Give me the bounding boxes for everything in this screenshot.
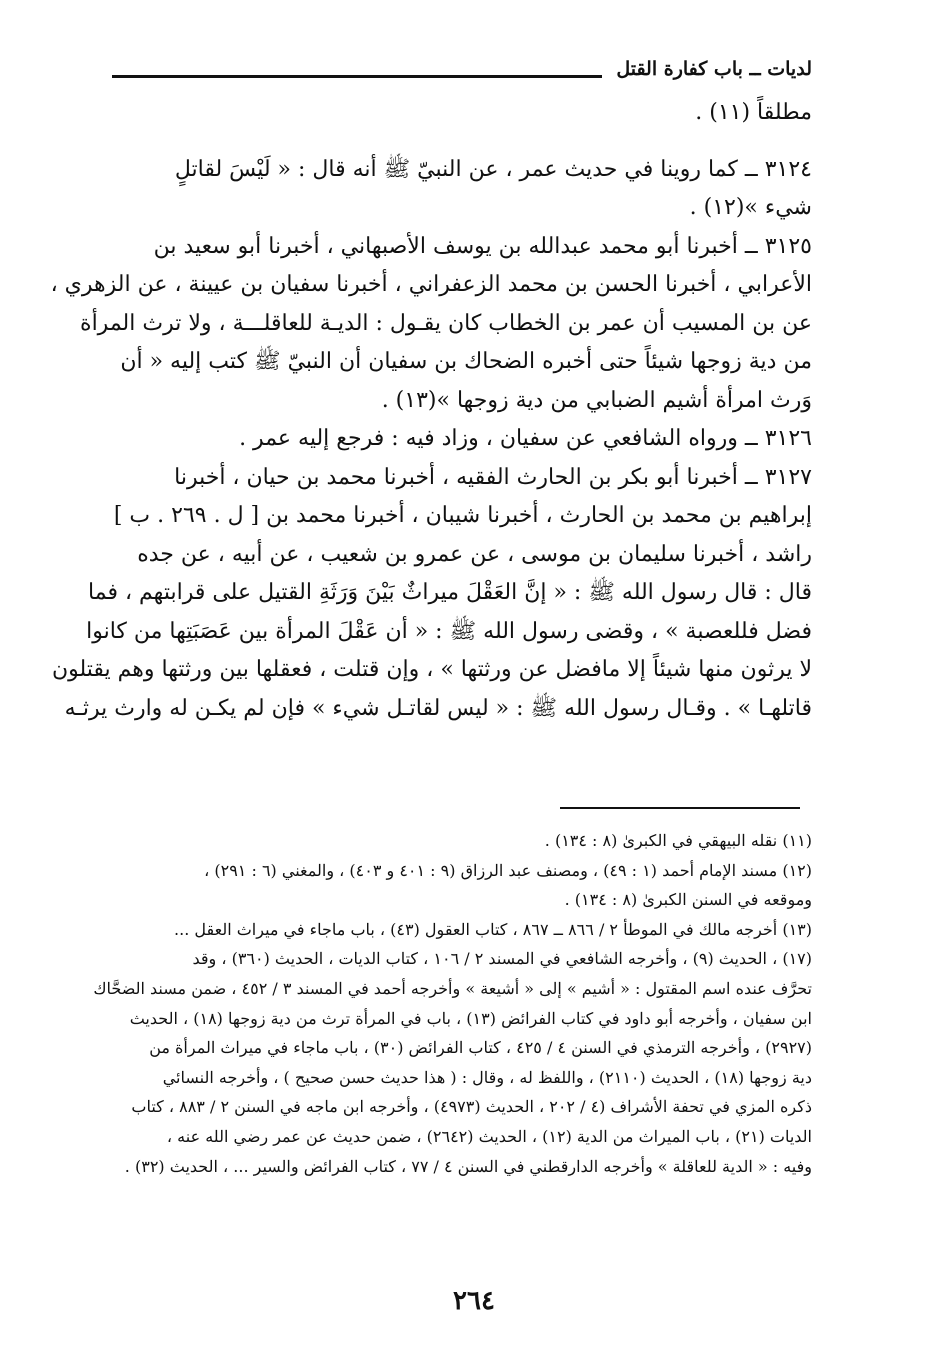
footnote-line: ذكره المزي في تحفة الأشراف (٤ / ٢٠٢ ، الحديث (٤٩٧٣) ، وأخرجه ابن ماجه في السنن ٢ / ٨٨٣ ، كتاب xyxy=(131,1097,812,1117)
text-line: لا يرثون منها شيئاً إلا مافضل عن ورثتها » ، وإن قتلت ، فعقلها بين ورثتها وهم يقتلون xyxy=(51,657,812,682)
text-line: الأعرابي ، أخبرنا الحسن بن محمد الزعفراني ، أخبرنا سفيان بن عيينة ، عن الزهري ، xyxy=(50,272,812,297)
footnote-line: (١١) نقله البيهقي في الكبرىٰ (٨ : ١٣٤) . xyxy=(544,831,812,850)
footnote-line: ابن سفيان ، وأخرجه أبو داود في كتاب الفرائض (١٣) ، باب في المرأة ترث من دية زوجها (١٨) ، الحديث xyxy=(129,1008,812,1028)
footnote-line: الديات (٢١) ، باب الميراث من الدية (١٢) ، الحديث (٢٦٤٢) ، ضمن حديث عن عمر رضي الله عنه ، xyxy=(166,1126,812,1146)
footnote-line: (٢٩٢٧) ، وأخرجه الترمذي في السنن ٤ / ٤٢٥ ، كتاب الفرائض (٣٠) ، باب ماجاء في ميراث المرأة من xyxy=(149,1038,812,1058)
footnote-line: تحرَّف عنده اسم المقتول : « أشيم » إلى « أشيعة » وأخرجه أحمد في المسند ٣ / ٤٥٢ ، ضمن مسند الضحَّاك xyxy=(93,978,812,998)
text-line: ٣١٢٥ ــ أخبرنا أبو محمد عبدالله بن يوسف الأصبهاني ، أخبرنا أبو سعيد بن xyxy=(153,233,812,259)
chapter-title: لديات ــ باب كفارة القتل xyxy=(616,58,812,80)
paragraph-gap xyxy=(112,133,812,151)
footnotes xyxy=(93,826,812,1181)
footnote-line: وموقعه في السنن الكبرىٰ (٨ : ١٣٤) . xyxy=(564,890,812,910)
text-line: قاتلهـا » . وقـال رسول الله ﷺ : « ليس لقاتـل شيء » فإن لم يكـن له وارث يرثـه xyxy=(64,695,812,721)
text-line: ٣١٢٤ ــ كما روينا في حديث عمر ، عن النبيّ ﷺ أنه قال : « لَيْسَ لقاتلٍ xyxy=(174,156,812,182)
footnote-separator xyxy=(560,807,800,809)
text-line: مطلقاً (١١) . xyxy=(695,100,812,125)
footnote-line: وفيه : « الدية للعاقلة » وأخرجه الدارقطني في السنن ٤ / ٧٧ ، كتاب الفرائض والسير ... ، الحديث (٣٢) . xyxy=(124,1156,812,1176)
main-text xyxy=(50,94,812,728)
text-line: عن بن المسيب أن عمر بن الخطاب كان يقـول : الديـة للعاقلـــة ، ولا ترث المرأة xyxy=(80,310,812,336)
text-line: شيء »(١٢) . xyxy=(689,195,812,220)
text-line: ٣١٢٦ ــ ورواه الشافعي عن سفيان ، وزاد فيه : فرجع إليه عمر . xyxy=(239,426,812,451)
text-line: ٣١٢٧ ــ أخبرنا أبو بكر بن الحارث الفقيه ، أخبرنا محمد بن حيان ، أخبرنا xyxy=(174,464,812,490)
text-line: قال : قال رسول الله ﷺ : « إنَّ العَقْلَ ميراثٌ بَيْنَ وَرَثَةِ القتيل على قرابتهم ، فما xyxy=(88,580,812,605)
text-line: فضل فللعصبة » ، وقضى رسول الله ﷺ : « أن عَقْلَ المرأة بين عَصَبَتِها من كانوا xyxy=(86,618,812,644)
text-line: راشد ، أخبرنا سليمان بن موسى ، عن عمرو بن شعيب ، عن أبيه ، عن جده xyxy=(137,541,812,567)
text-line: وَرث امرأة أشيم الضبابي من دية زوجها »(١٣) . xyxy=(381,387,812,413)
footnote-line: دية زوجها (١٨) ، الحديث (٢١١٠) ، واللفظ له ، وقال : ( هذا حديث حسن صحيح ) ، وأخرجه النسائي xyxy=(162,1067,812,1087)
footnote-line: (١٧) ، الحديث (٩) ، وأخرجه الشافعي في المسند ٢ / ١٠٦ ، كتاب الديات ، الحديث (٣٦٠) ، وقد xyxy=(192,949,812,969)
page-number: ٢٦٤ xyxy=(453,1286,495,1316)
running-header xyxy=(112,58,812,94)
footnote-line: (١٣) أخرجه مالك في الموطأ ٢ / ٨٦٦ ــ ٨٦٧ ، كتاب العقول (٤٣) ، باب ماجاء في ميراث العقل ... xyxy=(174,919,812,939)
text-line: إبراهيم بن محمد بن الحارث ، أخبرنا شيبان ، أخبرنا محمد بن [ ل . ٢٦٩ . ب ] xyxy=(113,503,812,528)
footnote-line: (١٢) مسند الإمام أحمد (١ : ٤٩) ، ومصنف عبد الرزاق (٩ : ٤٠١ و ٤٠٣) ، والمغني (٦ : ٢٩١) ، xyxy=(204,860,812,880)
text-line: من دية زوجها شيئاً حتى أخبره الضحاك بن سفيان أن النبيّ ﷺ كتب إليه « أن xyxy=(120,349,812,374)
header-rule xyxy=(112,75,602,78)
